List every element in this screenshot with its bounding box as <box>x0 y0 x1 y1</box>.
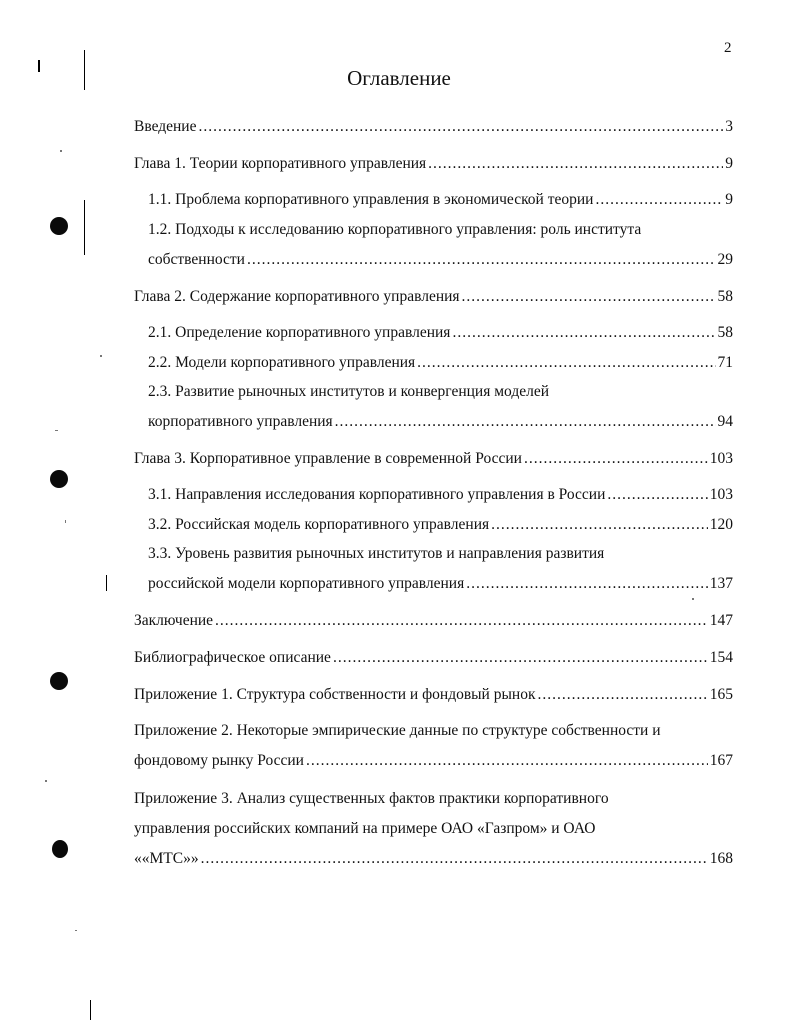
toc-entry-title: Библиографическое описание <box>134 649 331 666</box>
speck <box>45 780 47 782</box>
toc-entry-conclusion[interactable] <box>134 606 733 636</box>
toc-entry-title-cont: управления российских компаний на примере ОАО «Газпром» и ОАО <box>134 820 596 837</box>
toc-entry-title: 2.2. Модели корпоративного управления <box>148 354 416 371</box>
dot-leader <box>491 510 708 540</box>
toc-page-number: 103 <box>709 450 733 467</box>
toc-entry-title: Глава 3. Корпоративное управление в современной России <box>134 450 522 467</box>
toc-entry-title-cont: корпоративного управления <box>148 413 333 430</box>
toc-page-number: 9 <box>725 155 733 172</box>
scan-line <box>84 200 85 255</box>
punch-hole <box>50 217 68 235</box>
toc-entry-section-1-1[interactable] <box>148 185 733 215</box>
toc-page-number: 58 <box>717 288 733 305</box>
toc-entry-title: Введение <box>134 118 197 135</box>
dot-leader <box>306 746 708 776</box>
speck <box>55 430 58 431</box>
toc-entry-section-2-2[interactable] <box>148 348 733 378</box>
toc-entry-title: Глава 2. Содержание корпоративного управления <box>134 288 460 305</box>
toc-entry-title: 2.1. Определение корпоративного управления <box>148 324 451 341</box>
dot-leader <box>247 245 716 275</box>
dot-leader <box>198 112 723 142</box>
speck <box>100 355 102 357</box>
toc-entry-section-2-3[interactable] <box>148 377 733 437</box>
dot-leader <box>452 318 715 348</box>
toc-entry-title: 3.2. Российская модель корпоративного управления <box>148 516 490 533</box>
dot-leader <box>537 680 707 710</box>
toc-entry-introduction[interactable] <box>134 112 733 142</box>
toc-entry-appendix-3[interactable] <box>134 784 733 874</box>
toc-entry-section-1-2[interactable] <box>148 215 733 275</box>
toc-entry-bibliography[interactable] <box>134 643 733 673</box>
toc-page-number: 103 <box>709 486 733 503</box>
toc-entry-title: 1.1. Проблема корпоративного управления в экономической теории <box>148 191 594 208</box>
punch-hole <box>50 470 68 488</box>
punch-hole <box>52 840 68 858</box>
toc-entry-title: Приложение 1. Структура собственности и фондовый рынок <box>134 686 536 703</box>
dot-leader <box>215 606 708 636</box>
toc-page-number: 9 <box>725 191 733 208</box>
toc-entry-chapter-2[interactable] <box>134 282 733 312</box>
toc-page-number: 167 <box>709 752 733 769</box>
toc-entry-title: 2.3. Развитие рыночных институтов и конвергенция моделей <box>148 383 550 400</box>
scan-line <box>106 575 107 591</box>
dot-leader <box>428 149 723 179</box>
toc-page-number: 71 <box>717 354 733 371</box>
speck <box>65 520 66 523</box>
toc-page-number: 94 <box>717 413 733 430</box>
toc-page-number: 120 <box>709 516 733 533</box>
toc-entry-section-3-1[interactable] <box>148 480 733 510</box>
toc-page-number: 3 <box>725 118 733 135</box>
toc-entry-section-2-1[interactable] <box>148 318 733 348</box>
toc-page-number: 137 <box>709 575 733 592</box>
dot-leader <box>524 444 708 474</box>
scan-line <box>90 1000 91 1020</box>
toc-entry-title: Глава 1. Теории корпоративного управления <box>134 155 427 172</box>
dot-leader <box>466 569 708 599</box>
toc-entry-title-cont: фондовому рынку России <box>134 752 304 769</box>
toc-page-number: 154 <box>709 649 733 666</box>
toc-entry-title: Приложение 3. Анализ существенных фактов практики корпоративного <box>134 790 609 807</box>
dot-leader <box>335 407 716 437</box>
toc-page-number: 168 <box>709 850 733 867</box>
dot-leader <box>417 348 715 378</box>
toc-page-number: 58 <box>717 324 733 341</box>
toc-page-number: 147 <box>709 612 733 629</box>
toc-entry-title: Приложение 2. Некоторые эмпирические данные по структуре собственности и <box>134 722 661 739</box>
page-title: Оглавление <box>347 66 451 90</box>
toc-entry-title: Заключение <box>134 612 214 629</box>
dot-leader <box>201 844 708 874</box>
dot-leader <box>607 480 707 510</box>
toc-entry-title: 3.3. Уровень развития рыночных институтов и направления развития <box>148 545 605 562</box>
dot-leader <box>462 282 716 312</box>
toc-entry-title-cont: собственности <box>148 251 245 268</box>
speck <box>60 150 62 152</box>
toc-entry-appendix-1[interactable] <box>134 680 733 710</box>
toc-page-number: 165 <box>709 686 733 703</box>
toc-entry-title: 3.1. Направления исследования корпоративного управления в России <box>148 486 606 503</box>
speck <box>75 930 77 931</box>
toc-entry-chapter-1[interactable] <box>134 149 733 179</box>
toc-entry-appendix-2[interactable] <box>134 716 733 776</box>
toc-entry-title: 1.2. Подходы к исследованию корпоративного управления: роль института <box>148 221 642 238</box>
page-number: 2 <box>724 40 732 56</box>
toc-page-number: 29 <box>717 251 733 268</box>
toc-entry-chapter-3[interactable] <box>134 444 733 474</box>
punch-hole <box>50 672 68 690</box>
dot-leader <box>595 185 723 215</box>
toc-entry-section-3-3[interactable] <box>148 539 733 599</box>
dot-leader <box>333 643 708 673</box>
toc-entry-section-3-2[interactable] <box>148 510 733 540</box>
toc-entry-title-cont: ««МТС»» <box>134 850 199 867</box>
toc-entry-title-cont: российской модели корпоративного управления <box>148 575 465 592</box>
